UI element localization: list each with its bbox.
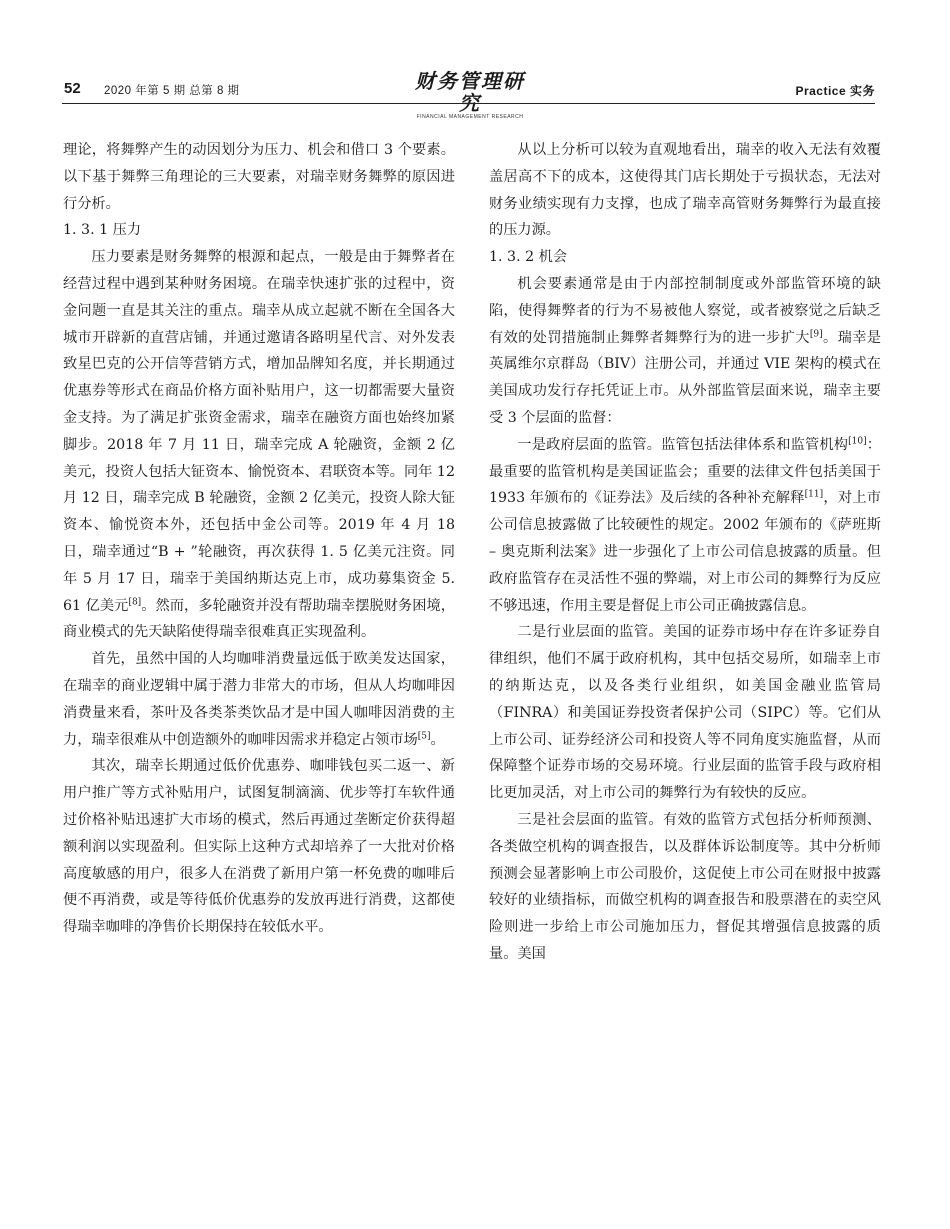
paragraph-text: 二是行业层面的监管。美国的证券市场中存在许多证券自律组织，他们不属于政府机构，其中包括交易所，如瑞幸上市的纳斯达克，以及各类行业组织，如美国金融业监管局（FINRA）和美国证券投资者保护公司（SIPC）等。它们从上市公司、证券经济公司和投资人等不同角度实施监督，从而保障整个证券市场的交易环境。行业层面的监管手段与政府相比更加灵活，对上市公司的舞弊行为有较快的反应。	[489, 624, 881, 802]
paragraph-text: 。	[430, 731, 445, 748]
page-number: 52	[64, 80, 81, 97]
right-column	[489, 137, 881, 968]
left-column	[63, 137, 455, 941]
paragraph-text: 理论，将舞弊产生的动因划分为压力、机会和借口 3 个要素。以下基于舞弊三角理论的三大要素，对瑞幸财务舞弊的原因进行分析。	[63, 142, 455, 212]
body-paragraph	[63, 753, 455, 941]
journal-logo-text: 财务管理研究	[415, 69, 525, 115]
section-heading: 1. 3. 2 机会	[489, 249, 568, 266]
journal-logo	[410, 69, 530, 120]
body-paragraph	[489, 432, 881, 620]
paragraph-text: 从以上分析可以较为直观地看出，瑞幸的收入无法有效覆盖居高不下的成本，这使得其门店长期处于亏损状态，无法对财务业绩实现有力支撑，也成了瑞幸高管财务舞弊行为最直接的压力源。	[489, 142, 881, 239]
paragraph-text: 机会要素通常是由于内部控制制度或外部监管环境的缺陷，使得舞弊者的行为不易被他人察觉，或者被察觉之后缺乏有效的处罚措施制止舞弊者舞弊行为的进一步扩大	[489, 275, 881, 346]
citation-marker: [10]	[848, 436, 867, 447]
paragraph-text: 压力要素是财务舞弊的根源和起点，一般是由于舞弊者在经营过程中遇到某种财务困境。在瑞幸快速扩张的过程中，资金问题一直是其关注的重点。瑞幸从成立起就不断在全国各大城市开辟新的直营店铺，并通过邀请各路明星代言、对外发表致星巴克的公开信等营销方式，增加品牌知名度，并长期通过优惠券等形式在商品价格方面补贴用户，这一切都需要大量资金支持。为了满足扩张资金需求，瑞幸在融资方面也始终加紧脚步。2018 年 7 月 11 日，瑞幸完成 A 轮融资，金额 2 亿美元，投资人包括大钲资本、愉悦资本、君联资本等。同年 12 月 12 日，瑞幸完成 B 轮融资，金额 2 亿美元，投资人除大钲资本、愉悦资本外，还包括中金公司等。2019 年 4 月 18 日，瑞幸通过“B + ”轮融资，再次获得 1. 5 亿美元注资。同年 5 月 17 日，瑞幸于美国纳斯达克上市，成功募集资金 5. 61 亿美元	[63, 249, 455, 614]
paragraph-text: ：最重要的监管机构是美国证监会；重要的法律文件包括美国于 1933 年颁布的《证券法》及后续的各种补充解释	[489, 436, 881, 507]
page-header	[62, 69, 875, 120]
citation-marker: [5]	[417, 730, 431, 741]
body-paragraph	[63, 137, 455, 217]
paragraph-text: ，对上市公司信息披露做了比较硬性的规定。2002 年颁布的《萨班斯 – 奥克斯利法案》进一步强化了上市公司信息披露的质量。但政府监管存在灵活性不强的弊端，对上市公司的舞弊行为反应不够迅速，作用主要是督促上市公司正确披露信息。	[489, 490, 881, 614]
paragraph-text: 其次，瑞幸长期通过低价优惠券、咖啡钱包买二返一、新用户推广等方式补贴用户，试图复制滴滴、优步等打车软件通过价格补贴迅速扩大市场的模式，然后再通过垄断定价获得超额利润以实现盈利。但实际上这种方式却培养了一大批对价格高度敏感的用户，很多人在消费了新用户第一杯免费的咖啡后便不再消费，或是等待低价优惠券的发放再进行消费，这都使得瑞幸咖啡的净售价长期保持在较低水平。	[63, 758, 455, 936]
body-paragraph	[489, 619, 881, 807]
body-paragraph	[489, 137, 881, 244]
paragraph-text: 三是社会层面的监管。有效的监管方式包括分析师预测、各类做空机构的调查报告，以及群体诉讼制度等。其中分析师预测会显著影响上市公司股价，这促使上市公司在财报中披露较好的业绩指标，而做空机构的调查报告和股票潜在的卖空风险则进一步给上市公司施加压力，督促其增强信息披露的质量。美国	[489, 811, 881, 962]
header-rule	[62, 103, 875, 104]
body-paragraph	[489, 807, 881, 968]
citation-marker: [9]	[809, 328, 823, 339]
paragraph-text: 。瑞幸是英属维尔京群岛（BIV）注册公司，并通过 VIE 架构的模式在美国成功发行存托凭证上市。从外部监管层面来说，瑞幸主要受 3 个层面的监督：	[489, 329, 881, 426]
issue-info: 2020 年第 5 期 总第 8 期	[104, 85, 240, 97]
journal-logo-subtitle: FINANCIAL MANAGEMENT RESEARCH	[416, 114, 524, 120]
body-paragraph	[63, 646, 455, 753]
paragraph-text: 一是政府层面的监管。监管包括法律体系和监管机构	[517, 436, 849, 453]
paragraph-text: 首先，虽然中国的人均咖啡消费量远低于欧美发达国家，在瑞幸的商业逻辑中属于潜力非常大的市场，但从人均咖啡因消费量来看，茶叶及各类茶类饮品才是中国人咖啡因消费的主力，瑞幸很难从中创造额外的咖啡因需求并稳定占领市场	[63, 651, 455, 748]
citation-marker: [11]	[804, 489, 824, 500]
paragraph-text: 。然而，多轮融资并没有帮助瑞幸摆脱财务困境，商业模式的先天缺陷使得瑞幸很难真正实现盈利。	[63, 597, 455, 641]
citation-marker: [8]	[128, 596, 142, 607]
body-paragraph	[489, 271, 881, 432]
body-paragraph	[63, 244, 455, 646]
section-heading: 1. 3. 1 压力	[63, 222, 142, 239]
section-label: Practice 实务	[795, 84, 875, 98]
